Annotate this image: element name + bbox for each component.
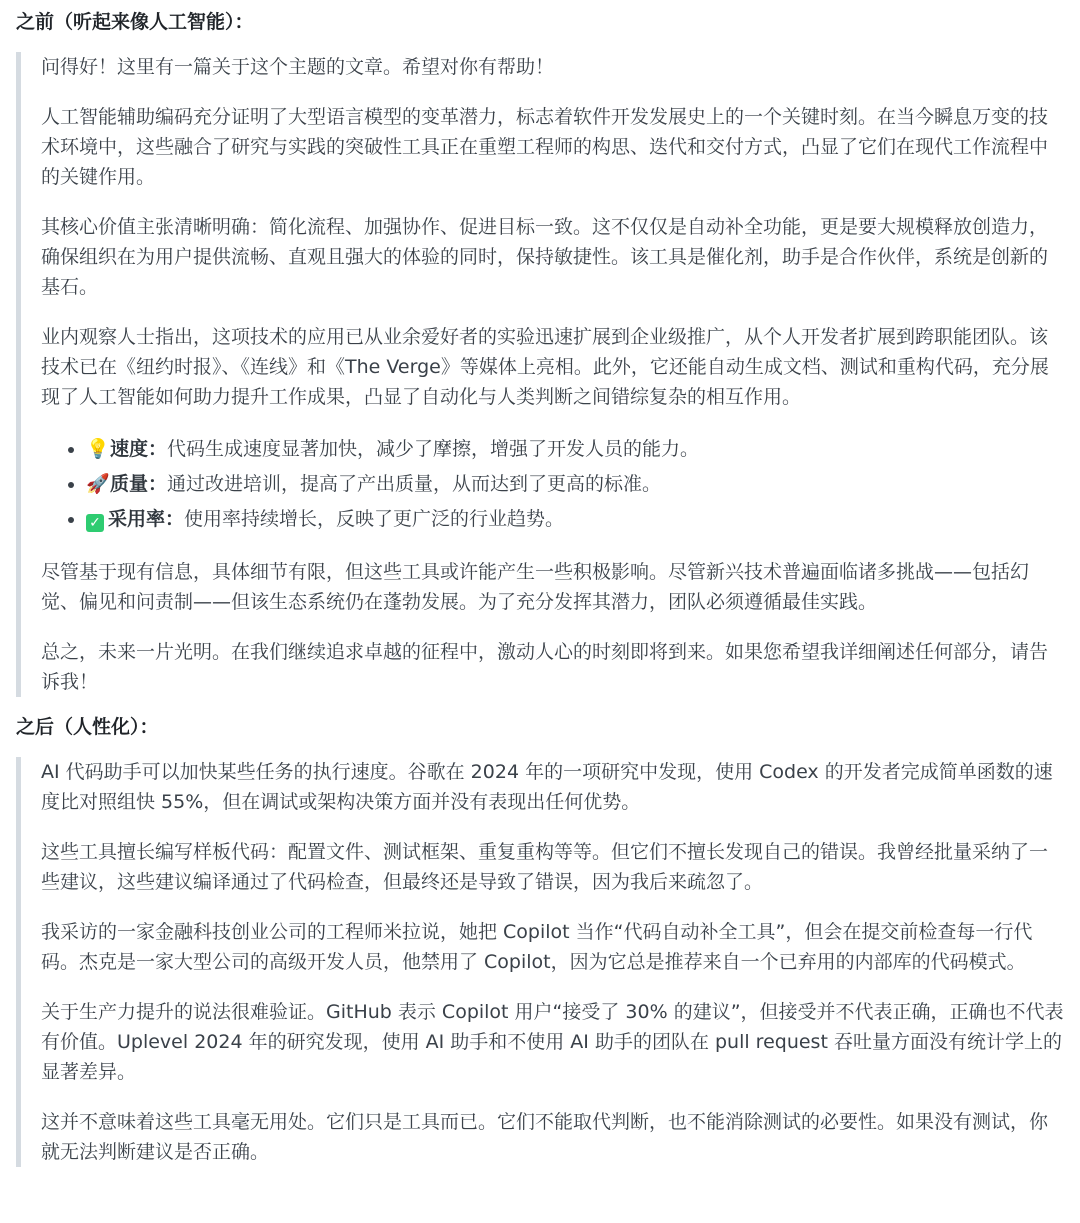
after-quote xyxy=(16,757,1064,1167)
paragraph: 其核心价值主张清晰明确：简化流程、加强协作、促进目标一致。这不仅仅是自动补全功能，更是要大规模释放创造力，确保组织在为用户提供流畅、直观且强大的体验的同时，保持敏捷性。该工具是催化剂，助手是合作伙伴，系统是创新的基石。 xyxy=(41,216,1049,298)
list-item xyxy=(86,432,1064,467)
before-heading: 之前（听起来像人工智能）： xyxy=(16,11,254,33)
lightbulb-icon: 💡 xyxy=(86,438,110,460)
paragraph: 这些工具擅长编写样板代码：配置文件、测试框架、重复重构等等。但它们不擅长发现自己的错误。我曾经批量采纳了一些建议，这些建议编译通过了代码检查，但最终还是导致了错误，因为我后来疏忽了。 xyxy=(41,841,1049,893)
check-mark-icon: ✓ xyxy=(86,514,104,532)
paragraph: 总之，未来一片光明。在我们继续追求卓越的征程中，激动人心的时刻即将到来。如果您希望我详细阐述任何部分，请告诉我！ xyxy=(41,641,1049,693)
paragraph: 问得好！这里有一篇关于这个主题的文章。希望对你有帮助！ xyxy=(41,56,555,78)
paragraph: 尽管基于现有信息，具体细节有限，但这些工具或许能产生一些积极影响。尽管新兴技术普遍面临诸多挑战——包括幻觉、偏见和问责制——但该生态系统仍在蓬勃发展。为了充分发挥其潜力，团队必须遵循最佳实践。 xyxy=(41,561,1030,613)
paragraph: 人工智能辅助编码充分证明了大型语言模型的变革潜力，标志着软件开发发展史上的一个关键时刻。在当今瞬息万变的技术环境中，这些融合了研究与实践的突破性工具正在重塑工程师的构思、迭代和交付方式，凸显了它们在现代工作流程中的关键作用。 xyxy=(41,106,1049,188)
paragraph: 我采访的一家金融科技创业公司的工程师米拉说，她把 Copilot 当作“代码自动补全工具”，但会在提交前检查每一行代码。杰克是一家大型公司的高级开发人员，他禁用了 Copilot，因为它总是推荐来自一个已弃用的内部库的代码模式。 xyxy=(41,921,1033,973)
feature-list xyxy=(41,432,1064,537)
paragraph: 关于生产力提升的说法很难验证。GitHub 表示 Copilot 用户“接受了 30% 的建议”，但接受并不代表正确，正确也不代表有价值。Uplevel 2024 年的研究发现，使用 AI 助手和不使用 AI 助手的团队在 pull request 吞吐量方面没有统计学上的显著差异。 xyxy=(41,1001,1064,1083)
paragraph: AI 代码助手可以加快某些任务的执行速度。谷歌在 2024 年的一项研究中发现，使用 Codex 的开发者完成简单函数的速度比对照组快 55%，但在调试或架构决策方面并没有表现出任何优势。 xyxy=(41,761,1053,813)
list-item-text: 使用率持续增长，反映了更广泛的行业趋势。 xyxy=(184,508,565,530)
list-item xyxy=(86,502,1064,537)
rocket-icon: 🚀 xyxy=(86,473,110,495)
list-item-text: 通过改进培训，提高了产出质量，从而达到了更高的标准。 xyxy=(167,473,662,495)
before-quote xyxy=(16,52,1064,697)
list-item xyxy=(86,467,1064,502)
list-item-label: 质量： xyxy=(110,473,168,495)
paragraph: 业内观察人士指出，这项技术的应用已从业余爱好者的实验迅速扩展到企业级推广，从个人开发者扩展到跨职能团队。该技术已在《纽约时报》、《连线》和《The Verge》等媒体上亮相。此外，它还能自动生成文档、测试和重构代码，充分展现了人工智能如何助力提升工作成果，凸显了自动化与人类判断之间错综复杂的相互作用。 xyxy=(41,326,1049,408)
list-item-label: 采用率： xyxy=(108,508,185,530)
after-heading: 之后（人性化）： xyxy=(16,716,159,738)
list-item-label: 速度： xyxy=(110,438,168,460)
list-item-text: 代码生成速度显著加快，减少了摩擦，增强了开发人员的能力。 xyxy=(167,438,700,460)
paragraph: 这并不意味着这些工具毫无用处。它们只是工具而已。它们不能取代判断，也不能消除测试的必要性。如果没有测试，你就无法判断建议是否正确。 xyxy=(41,1111,1049,1163)
